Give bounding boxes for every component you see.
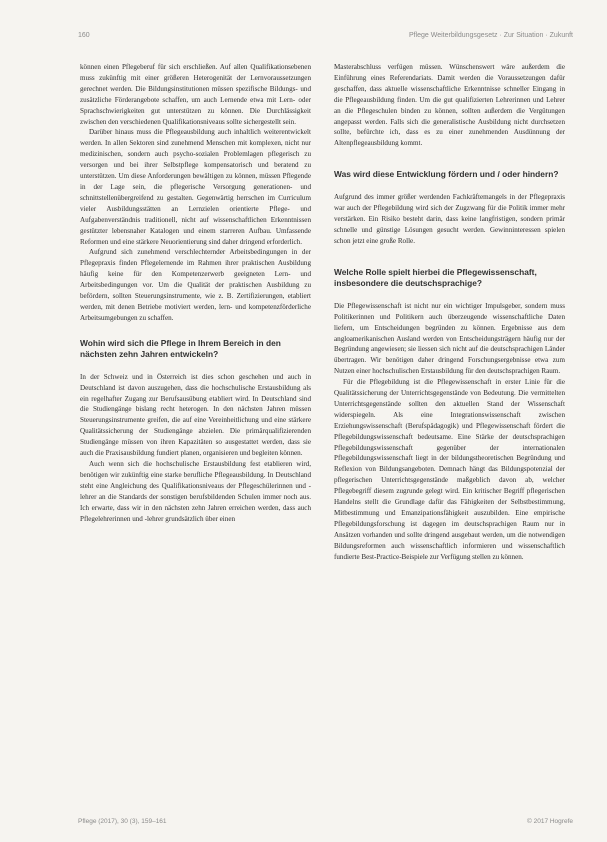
paragraph: Darüber hinaus muss die Pflegeausbildung auch inhaltlich weiterentwickelt werden. In allen Sektoren sind zunehmend Menschen mit komplexen, nicht nur medizinischen, sondern auch psycho-sozialen Problemlagen pflegerisch zu versorgen und bei ihrer Selbstpflege kompensatorisch und beratend zu unterstützen. Um diese Anforderungen bewältigen zu können, müssen Pflegende in der Lage sein, die pflegerische Versorgung generationen- und schnittstellenübergreifend zu gestalten. Gegenwärtig herrschen im Curriculum vieler Ausbildungsstätten an Lernzielen orientierte Pflege- und Aufgabenverständnis traditionell, nicht auf wissenschaftlichen Erkenntnissen gestützter lebensnaher Katalogen und einem starreren Aufbau. Umfassende Reformen und eine stärkere Neuorientierung sind daher dringend erforderlich. (80, 128, 311, 246)
section-heading: Wohin wird sich die Pflege in Ihrem Bereich in den nächsten zehn Jahren entwickeln? (80, 337, 281, 359)
page-footer (78, 818, 573, 830)
paragraph: können einen Pflegeberuf für sich erschließen. Auf allen Qualifikationsebenen muss zukünftig mit einer größeren Heterogenität der Lernvoraussetzungen gerechnet werden. Die Bildungsinstitutionen müssen spezifische Bildungs- und zusätzliche Förderangebote schaffen, um auch Lernende etwa mit Lern- oder Sprachschwierigkeiten gut unterstützen zu können. Die Durchlässigkeit zwischen den verschiedenen Qualifikationsniveaus sollte sichergestellt sein. (80, 63, 311, 126)
paragraph: Aufgrund sich zunehmend verschlechternder Arbeitsbedingungen in der Pflegepraxis finden Pflegelernende im Rahmen ihrer praktischen Ausbildung häufig keine für den Kompetenzerwerb geeigneten Lern- und Arbeitsbedingungen vor. Um die Qualität der praktischen Ausbildung zu befördern, sollten Steuerungsinstrumente, wie z. B. Zertifizierungen, etabliert werden, mit denen Betriebe motiviert werden, lern- und kompetenzförderliche Arbeitsumgebungen zu schaffen. (80, 248, 311, 322)
paragraph: Auch wenn sich die hochschulische Erstausbildung fest etablieren wird, benötigen wir zukünftig eine starke berufliche Pflegeausbildung. In Deutschland steht eine Angleichung des Qualifikationsniveaus der Pflegeschülerinnen und -lehrer an die Standards der sonstigen berufsbildenden Schulen immer noch aus. Ich erwarte, dass wir in den nächsten zehn Jahren erreichen werden, dass auch Pflegelehrerinnen und -lehrer grundsätzlich über einen (80, 460, 311, 523)
section-heading: Was wird diese Entwicklung fördern und / oder hindern? (334, 169, 559, 180)
section-heading: Welche Rolle spielt hierbei die Pflegewissenschaft, insbesondere die deutschsprachige? (334, 266, 537, 288)
paragraph: Aufgrund des immer größer werdenden Fachkräftemangels in der Pflegepraxis war auch der Pflegebildung wird sich der Zugzwang für die Politik immer mehr verstärken. Ein Risiko besteht darin, dass keine langfristigen, sondern primär schnelle und günstige Lösungen gesucht werden. Gewinninteressen spielen schon jetzt eine große Rolle. (334, 193, 565, 245)
paragraph: Masterabschluss verfügen müssen. Wünschenswert wäre außerdem die Einführung eines Referendariats. Damit werden die Voraussetzungen dafür geschaffen, dass aktuelle wissenschaftliche Erkenntnisse schneller Eingang in die Pflegeausbildung finden. Um die gut qualifizierten Lehrerinnen und Lehrer an die Pflegeschulen binden zu können, sollten außerdem die Vergütungen angepasst werden. Falls sich die generalistische Ausbildung nicht durchsetzen sollte, befürchte ich, dass es zu einer zunehmenden Ausdünnung der Altenpflegeausbildung kommt. (334, 63, 565, 148)
citation: Pflege (2017), 30 (3), 159–161 (78, 818, 167, 825)
right-column (334, 62, 565, 563)
paragraph: Die Pflegewissenschaft ist nicht nur ein wichtiger Impulsgeber, sondern muss Politikerinnen und Politikern auch überzeugende wissenschaftliche Daten liefern, um Entscheidungen begründen zu können. Ergebnisse aus dem angloamerikanischen Ausland werden von Entscheidungsträgern häufig nur der Begründung angewiesen; sie liessen sich nicht auf die deutschsprachigen Länder übertragen. Wir benötigen daher dringend Forschungsergebnisse etwa zum Nutzen einer hochschulischen Erstausbildung für den deutschsprachigen Raum. (334, 301, 565, 376)
running-title: Pflege Weiterbildungsgesetz · Zur Situation · Zukunft (408, 32, 573, 39)
copyright: © 2017 Hogrefe (527, 818, 573, 825)
paragraph: In der Schweiz und in Österreich ist dies schon geschehen und auch in Deutschland ist davon auszugehen, dass die hochschulische Erstausbildung als ein regelhafter Zugang zur Berufsausübung etabliert wird. In Deutschland sind die Studiengänge bislang recht heterogen. In den nächsten Jahren müssen Steuerungsinstrumente greifen, die auf eine Vereinheitlichung und eine stärkere Qualitätssicherung der Studiengänge abzielen. Die primärqualifizierenden Studiengänge müssen von ihren Kapazitäten so ausgestattet werden, dass sie auch die Praxisausbildung fundiert planen, organisieren und begleiten können. (80, 372, 311, 458)
paragraph: Für die Pflegebildung ist die Pflegewissenschaft in erster Linie für die Qualitätssicherung der Unterrichtsgegenstände von Bedeutung. Die vermittelten Unterrichtsgegenstände sollten den aktuellen Stand der Wissenschaft widerspiegeln. Als eine Integrationswissenschaft zwischen Erziehungswissenschaft (Berufspädagogik) und Pflegewissenschaft fördert die Pflegebildungswissenschaft bedeutsame. Eine Stärke der deutschsprachigen Pflegebildungswissenschaft gegenüber der internationalen Pflegebildungswissenschaft liegt in der bildungstheoretischen Begründung und Reflexion von Bildungsangeboten. Demnach hängt das Bildungspotenzial der pflegerischen Unterrichtsgegenstände maßgeblich davon ab, welcher Pflegebegriff diesem zugrunde gelegt wird. Ein kritischer Begriff pflegerischen Handelns stellt die Grundlage dafür das Fähigkeiten der Selbstbestimmung, Mitbestimmung und Emanzipationsfähigkeit auszubilden. Eine empirische Pflegebildungsforschung ist dagegen im deutschsprachigen Raum nur in Ansätzen vorhanden und sollte dringend ausgebaut werden, um die notwendigen Bildungsreformen auch wissenschaftlich informieren und wissenschaftlich fundierte Best-Practice-Beispiele zur Verfügung stellen zu können. (334, 378, 565, 561)
left-column (80, 62, 311, 524)
page-number: 160 (78, 32, 90, 39)
page-header (78, 32, 573, 46)
